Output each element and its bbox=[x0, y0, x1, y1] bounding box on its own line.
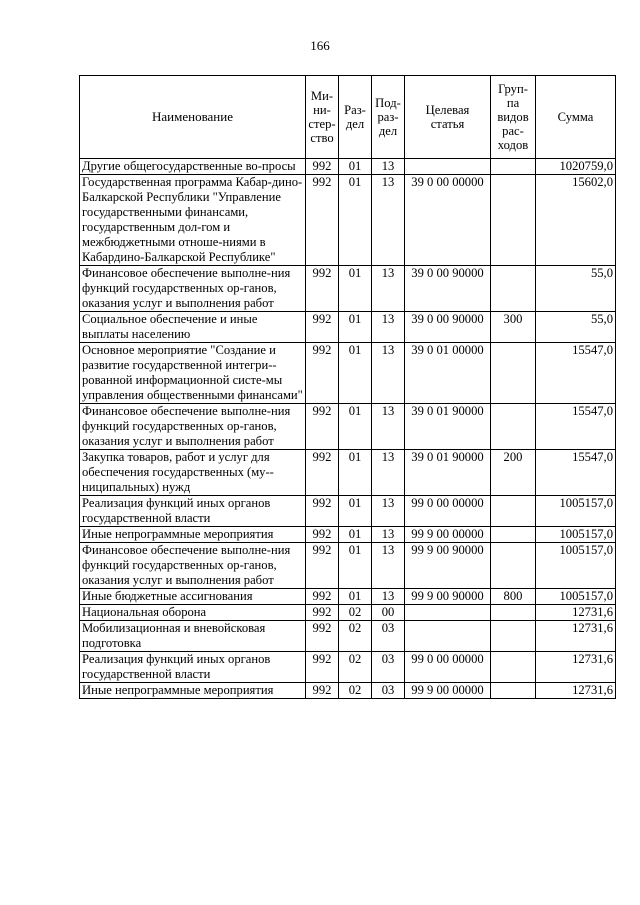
cell-name: Мобилизационная и вневойсковая подготовка bbox=[80, 621, 306, 652]
cell-group bbox=[491, 543, 536, 589]
header-group-line: Груп- bbox=[498, 82, 528, 96]
cell-group bbox=[491, 527, 536, 543]
table-row bbox=[80, 683, 616, 699]
cell-ministry: 992 bbox=[306, 621, 339, 652]
cell-name: Государственная программа Кабар-дино-Балкарской Республики "Управление государственными финансами, государственным дол-гом и межбюджетными отноше-ниями в Кабардино-Балкарской Республике" bbox=[80, 175, 306, 266]
header-group-line: видов bbox=[497, 110, 529, 124]
cell-section: 01 bbox=[339, 527, 372, 543]
cell-subsection: 13 bbox=[372, 343, 405, 404]
cell-section: 01 bbox=[339, 266, 372, 312]
cell-subsection: 13 bbox=[372, 159, 405, 175]
cell-subsection: 03 bbox=[372, 683, 405, 699]
cell-section: 01 bbox=[339, 496, 372, 527]
header-name: Наименование bbox=[80, 76, 306, 159]
cell-name: Финансовое обеспечение выполне-ния функций государственных ор-ганов, оказания услуг и выполнения работ bbox=[80, 543, 306, 589]
cell-ministry: 992 bbox=[306, 589, 339, 605]
header-subsection-line: раз- bbox=[377, 110, 399, 124]
cell-subsection: 13 bbox=[372, 496, 405, 527]
cell-name: Национальная оборона bbox=[80, 605, 306, 621]
table-row bbox=[80, 652, 616, 683]
cell-group bbox=[491, 683, 536, 699]
header-section-line: Раз- bbox=[344, 103, 366, 117]
cell-group bbox=[491, 652, 536, 683]
cell-sum: 1020759,0 bbox=[536, 159, 616, 175]
cell-sum: 12731,6 bbox=[536, 652, 616, 683]
table-row bbox=[80, 266, 616, 312]
table-row bbox=[80, 404, 616, 450]
cell-subsection: 13 bbox=[372, 175, 405, 266]
cell-sum: 15602,0 bbox=[536, 175, 616, 266]
cell-ministry: 992 bbox=[306, 605, 339, 621]
cell-name: Финансовое обеспечение выполне-ния функций государственных ор-ганов, оказания услуг и выполнения работ bbox=[80, 404, 306, 450]
cell-ministry: 992 bbox=[306, 266, 339, 312]
cell-target: 39 0 01 00000 bbox=[405, 343, 491, 404]
page-number: 166 bbox=[310, 38, 330, 53]
table-row bbox=[80, 159, 616, 175]
cell-target: 39 0 01 90000 bbox=[405, 404, 491, 450]
cell-sum: 1005157,0 bbox=[536, 496, 616, 527]
cell-group bbox=[491, 175, 536, 266]
cell-name: Закупка товаров, работ и услуг для обеспечения государственных (му-ниципальных) нужд bbox=[80, 450, 306, 496]
table-row bbox=[80, 175, 616, 266]
table-row bbox=[80, 496, 616, 527]
header-ministry-line: ни- bbox=[313, 103, 331, 117]
cell-target: 39 0 00 90000 bbox=[405, 266, 491, 312]
cell-ministry: 992 bbox=[306, 527, 339, 543]
cell-subsection: 13 bbox=[372, 450, 405, 496]
table-row bbox=[80, 605, 616, 621]
cell-ministry: 992 bbox=[306, 652, 339, 683]
cell-subsection: 13 bbox=[372, 543, 405, 589]
cell-name: Иные бюджетные ассигнования bbox=[80, 589, 306, 605]
cell-group bbox=[491, 404, 536, 450]
cell-section: 01 bbox=[339, 450, 372, 496]
cell-sum: 1005157,0 bbox=[536, 543, 616, 589]
cell-name: Основное мероприятие "Создание и развитие государственной интегри-рованной информационной систе-мы управления общественными финансами" bbox=[80, 343, 306, 404]
cell-section: 02 bbox=[339, 621, 372, 652]
cell-group bbox=[491, 266, 536, 312]
cell-name: Реализация функций иных органов государственной власти bbox=[80, 496, 306, 527]
table-row bbox=[80, 450, 616, 496]
cell-ministry: 992 bbox=[306, 175, 339, 266]
cell-sum: 1005157,0 bbox=[536, 589, 616, 605]
cell-subsection: 03 bbox=[372, 652, 405, 683]
cell-group bbox=[491, 343, 536, 404]
cell-section: 01 bbox=[339, 312, 372, 343]
cell-name: Иные непрограммные мероприятия bbox=[80, 683, 306, 699]
cell-sum: 15547,0 bbox=[536, 404, 616, 450]
cell-name: Другие общегосударственные во-просы bbox=[80, 159, 306, 175]
header-section bbox=[339, 76, 372, 159]
cell-sum: 1005157,0 bbox=[536, 527, 616, 543]
table-row bbox=[80, 589, 616, 605]
cell-target: 99 0 00 00000 bbox=[405, 652, 491, 683]
cell-name: Социальное обеспечение и иные выплаты населению bbox=[80, 312, 306, 343]
cell-target bbox=[405, 621, 491, 652]
header-subsection-line: дел bbox=[378, 124, 398, 138]
cell-target: 39 0 00 00000 bbox=[405, 175, 491, 266]
cell-sum: 12731,6 bbox=[536, 683, 616, 699]
cell-ministry: 992 bbox=[306, 159, 339, 175]
cell-target: 39 0 01 90000 bbox=[405, 450, 491, 496]
cell-section: 01 bbox=[339, 343, 372, 404]
cell-group: 200 bbox=[491, 450, 536, 496]
table-row bbox=[80, 343, 616, 404]
header-ministry-line: стер- bbox=[308, 117, 336, 131]
cell-group: 300 bbox=[491, 312, 536, 343]
cell-subsection: 00 bbox=[372, 605, 405, 621]
cell-target bbox=[405, 159, 491, 175]
header-ministry-line: ство bbox=[310, 131, 334, 145]
cell-target: 99 9 00 00000 bbox=[405, 527, 491, 543]
header-subsection bbox=[372, 76, 405, 159]
cell-ministry: 992 bbox=[306, 683, 339, 699]
cell-sum: 12731,6 bbox=[536, 605, 616, 621]
cell-name: Финансовое обеспечение выполне-ния функций государственных ор-ганов, оказания услуг и выполнения работ bbox=[80, 266, 306, 312]
header-subsection-line: Под- bbox=[375, 96, 401, 110]
cell-sum: 12731,6 bbox=[536, 621, 616, 652]
cell-target: 99 9 00 00000 bbox=[405, 683, 491, 699]
cell-subsection: 03 bbox=[372, 621, 405, 652]
cell-subsection: 13 bbox=[372, 589, 405, 605]
cell-target: 39 0 00 90000 bbox=[405, 312, 491, 343]
cell-ministry: 992 bbox=[306, 404, 339, 450]
cell-group bbox=[491, 159, 536, 175]
header-group bbox=[491, 76, 536, 159]
cell-section: 01 bbox=[339, 543, 372, 589]
cell-name: Иные непрограммные мероприятия bbox=[80, 527, 306, 543]
cell-target: 99 9 00 90000 bbox=[405, 589, 491, 605]
cell-subsection: 13 bbox=[372, 312, 405, 343]
header-ministry bbox=[306, 76, 339, 159]
cell-subsection: 13 bbox=[372, 404, 405, 450]
cell-target: 99 9 00 90000 bbox=[405, 543, 491, 589]
cell-section: 01 bbox=[339, 404, 372, 450]
table-row bbox=[80, 543, 616, 589]
cell-section: 02 bbox=[339, 683, 372, 699]
cell-group bbox=[491, 621, 536, 652]
cell-subsection: 13 bbox=[372, 266, 405, 312]
table-row bbox=[80, 527, 616, 543]
cell-group bbox=[491, 605, 536, 621]
header-target-line: статья bbox=[430, 117, 465, 131]
cell-ministry: 992 bbox=[306, 496, 339, 527]
cell-target: 99 0 00 00000 bbox=[405, 496, 491, 527]
table-row bbox=[80, 621, 616, 652]
cell-sum: 15547,0 bbox=[536, 450, 616, 496]
header-sum: Сумма bbox=[536, 76, 616, 159]
header-row bbox=[80, 76, 616, 159]
header-section-line: дел bbox=[345, 117, 365, 131]
table-row bbox=[80, 312, 616, 343]
cell-section: 02 bbox=[339, 605, 372, 621]
header-target bbox=[405, 76, 491, 159]
cell-ministry: 992 bbox=[306, 543, 339, 589]
cell-section: 01 bbox=[339, 175, 372, 266]
header-group-line: ходов bbox=[497, 138, 529, 152]
cell-sum: 15547,0 bbox=[536, 343, 616, 404]
cell-section: 01 bbox=[339, 589, 372, 605]
header-ministry-line: Ми- bbox=[310, 89, 334, 103]
cell-sum: 55,0 bbox=[536, 312, 616, 343]
cell-group bbox=[491, 496, 536, 527]
cell-section: 01 bbox=[339, 159, 372, 175]
cell-ministry: 992 bbox=[306, 343, 339, 404]
budget-table bbox=[79, 75, 616, 699]
cell-subsection: 13 bbox=[372, 527, 405, 543]
header-target-line: Целевая bbox=[425, 103, 470, 117]
cell-name: Реализация функций иных органов государственной власти bbox=[80, 652, 306, 683]
cell-target bbox=[405, 605, 491, 621]
cell-group: 800 bbox=[491, 589, 536, 605]
header-group-line: рас- bbox=[502, 124, 524, 138]
cell-sum: 55,0 bbox=[536, 266, 616, 312]
cell-section: 02 bbox=[339, 652, 372, 683]
header-group-line: па bbox=[506, 96, 520, 110]
cell-ministry: 992 bbox=[306, 312, 339, 343]
cell-ministry: 992 bbox=[306, 450, 339, 496]
